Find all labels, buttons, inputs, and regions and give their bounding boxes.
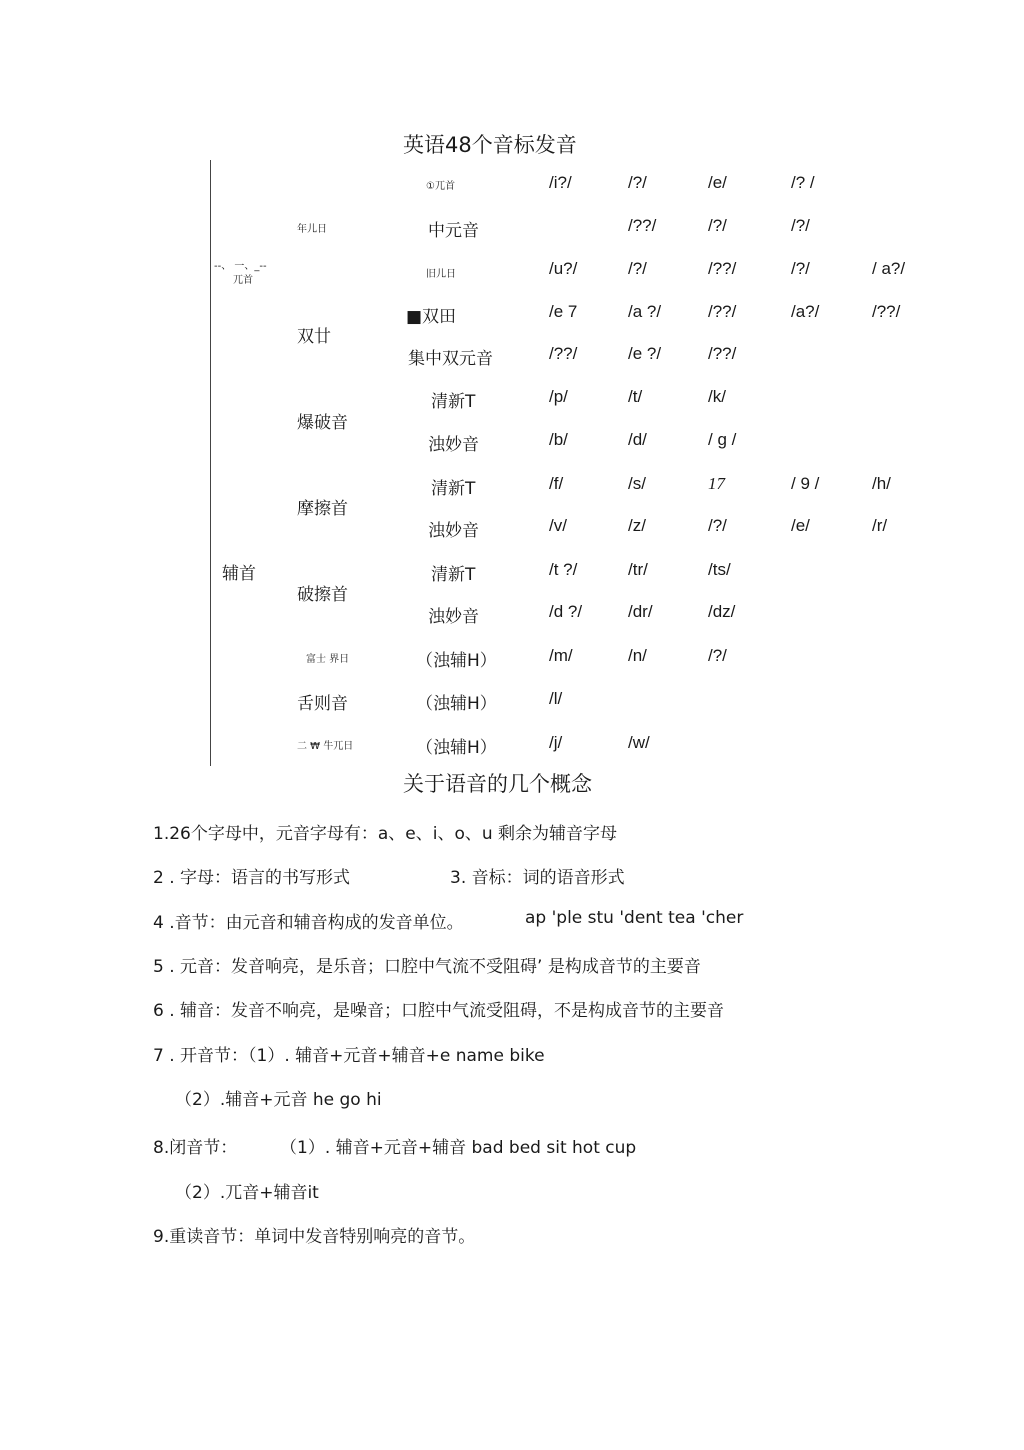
phonetic-cell: /?/: [628, 173, 647, 192]
row-sublabel: ■双田: [406, 307, 457, 327]
group-label: 二 ₩ 牛兀日: [297, 741, 354, 752]
concept-item: 8.闭音节：: [153, 1138, 238, 1158]
phonetic-cell: /r/: [872, 516, 888, 535]
phonetic-cell: /?/: [791, 216, 810, 235]
phonetic-cell: /e ?/: [628, 344, 662, 363]
phonetic-cell: /?/: [708, 516, 727, 535]
phonetic-cell: /s/: [628, 474, 646, 493]
phonetic-cell: /h/: [872, 474, 891, 493]
row-sublabel: 浊妙音: [428, 521, 479, 541]
group-label: 爆破音: [297, 413, 348, 433]
phonetic-cell: /z/: [628, 516, 646, 535]
row-sublabel: 浊妙音: [428, 435, 479, 455]
group-label: 双廿: [297, 327, 331, 347]
phonetic-cell: / a?/: [872, 259, 906, 278]
phonetic-cell: /??/: [628, 216, 657, 235]
vowel-marks: --、 一、_--: [214, 261, 267, 272]
concept-item: 3. 音标：词的语音形式: [450, 868, 625, 888]
phonetic-cell: /t ?/: [549, 560, 578, 579]
table-divider: [210, 160, 211, 766]
row-sublabel: 清新T: [431, 392, 476, 412]
phonetic-cell: /??/: [708, 344, 737, 363]
phonetic-cell: 17: [708, 474, 725, 493]
phonetic-cell: /d ?/: [549, 602, 583, 621]
row-sublabel: （浊辅H）: [416, 694, 497, 714]
phonetic-cell: /a ?/: [628, 302, 662, 321]
phonetic-cell: /t/: [628, 387, 643, 406]
row-sublabel: （浊辅H）: [416, 651, 497, 671]
phonetic-cell: /b/: [549, 430, 568, 449]
row-sublabel: 清新T: [431, 565, 476, 585]
phonetic-cell: /?/: [708, 646, 727, 665]
phonetic-cell: /??/: [872, 302, 901, 321]
phonetic-cell: /f/: [549, 474, 564, 493]
concept-item: （1）. 辅音+元音+辅音 bad bed sit hot cup: [280, 1138, 637, 1158]
phonetic-cell: / g /: [708, 430, 737, 449]
group-label: 摩擦首: [297, 499, 348, 519]
phonetic-cell: /j/: [549, 733, 563, 752]
concept-item: （2）.兀音+辅音it: [175, 1183, 319, 1203]
phonetic-cell: /u?/: [549, 259, 578, 278]
row-sublabel: ①兀首: [426, 181, 455, 192]
vowel-label: 兀首: [233, 275, 253, 286]
row-sublabel: 浊妙音: [428, 607, 479, 627]
phonetic-cell: /a?/: [791, 302, 820, 321]
phonetic-cell: /tr/: [628, 560, 648, 579]
phonetic-cell: /??/: [549, 344, 578, 363]
row-sublabel: 中元音: [428, 221, 479, 241]
group-label: 富士 界日: [306, 654, 350, 665]
concept-item: 7 . 开音节：（1）. 辅音+元音+辅音+e name bike: [153, 1046, 545, 1066]
phonetic-cell: /p/: [549, 387, 568, 406]
phonetic-cell: /w/: [628, 733, 650, 752]
phonetic-cell: /ts/: [708, 560, 731, 579]
consonant-label: 辅首: [222, 564, 256, 584]
row-sublabel: 旧儿日: [426, 269, 456, 280]
row-sublabel: 清新T: [431, 479, 476, 499]
row-sublabel: （浊辅H）: [416, 738, 497, 758]
concept-item: 9.重读音节：单词中发音特别响亮的音节。: [153, 1227, 476, 1247]
concept-item: 6 . 辅音：发音不响亮，是噪音；口腔中气流受阻碍，不是构成音节的主要音: [153, 1001, 725, 1021]
phonetic-cell: /n/: [628, 646, 647, 665]
concept-item: （2）.辅音+元音 he go hi: [175, 1090, 382, 1110]
phonetic-cell: /??/: [708, 259, 737, 278]
page-title: 英语48个音标发音: [403, 133, 577, 157]
phonetic-cell: /? /: [791, 173, 815, 192]
phonetic-cell: /dz/: [708, 602, 736, 621]
phonetic-cell: /v/: [549, 516, 567, 535]
concept-example: ap 'ple stu 'dent tea 'cher: [525, 908, 744, 928]
row-sublabel: 集中双元音: [408, 349, 493, 369]
phonetic-cell: /e/: [791, 516, 810, 535]
concept-item: 5 . 元音：发音响亮，是乐音；口腔中气流不受阻碍’ 是构成音节的主要音: [153, 957, 701, 977]
concept-item: 1.26个字母中，元音字母有：a、e、i、o、u 剩余为辅音字母: [153, 824, 618, 844]
phonetic-cell: /m/: [549, 646, 573, 665]
phonetic-cell: / 9 /: [791, 474, 820, 493]
phonetic-cell: /dr/: [628, 602, 653, 621]
phonetic-cell: /l/: [549, 689, 563, 708]
phonetic-cell: /k/: [708, 387, 726, 406]
group-label: 年儿日: [297, 224, 327, 235]
phonetic-cell: /e/: [708, 173, 727, 192]
phonetic-cell: /d/: [628, 430, 647, 449]
phonetic-cell: /i?/: [549, 173, 572, 192]
phonetic-cell: /?/: [791, 259, 810, 278]
phonetic-cell: /e 7: [549, 302, 578, 321]
phonetic-cell: /??/: [708, 302, 737, 321]
concept-item: 2 . 字母：语言的书写形式: [153, 868, 351, 888]
group-label: 舌则音: [297, 694, 348, 714]
section-title: 关于语音的几个概念: [403, 772, 592, 796]
concept-item: 4 .音节：由元音和辅音构成的发音单位。: [153, 913, 464, 933]
phonetic-cell: /?/: [708, 216, 727, 235]
group-label: 破擦首: [297, 585, 348, 605]
phonetic-cell: /?/: [628, 259, 647, 278]
